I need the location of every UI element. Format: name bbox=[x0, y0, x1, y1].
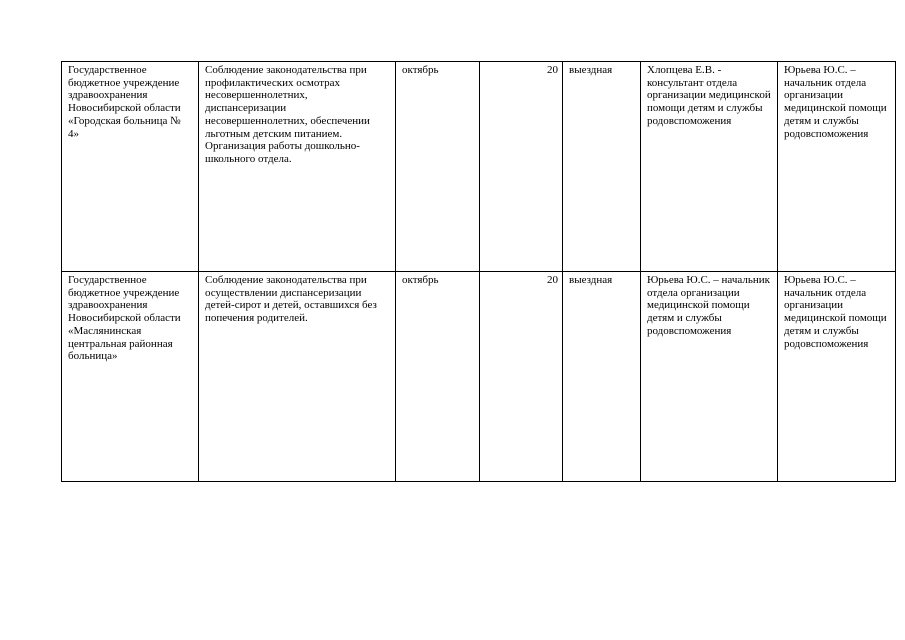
organization-text: Государственное бюджетное учреждение здравоохранения Новосибирской области «Городская больница № 4» bbox=[68, 64, 181, 140]
inspector-cell bbox=[641, 272, 778, 482]
form-text: выездная bbox=[569, 274, 613, 286]
form-cell bbox=[563, 62, 641, 272]
inspector-text: Хлопцева Е.В. - консультант отдела организации медицинской помощи детям и службы родовспоможения bbox=[647, 64, 771, 127]
days-cell bbox=[480, 272, 563, 482]
organization-cell bbox=[62, 62, 199, 272]
form-text: выездная bbox=[569, 64, 613, 76]
days-text: 20 bbox=[547, 64, 558, 76]
subject-text: Соблюдение законодательства при профилактических осмотрах несовершеннолетних, диспансеризации несовершеннолетних, обеспечении льготным детским питанием. bbox=[205, 64, 370, 140]
month-cell bbox=[396, 272, 480, 482]
subject-cell bbox=[199, 62, 396, 272]
organization-cell bbox=[62, 272, 199, 482]
subject-cell bbox=[199, 272, 396, 482]
days-text: 20 bbox=[547, 274, 558, 286]
inspection-plan-table bbox=[61, 61, 896, 482]
form-cell bbox=[563, 272, 641, 482]
organization-text: Государственное бюджетное учреждение здравоохранения Новосибирской области «Маслянинская центральная районная больница» bbox=[68, 274, 181, 363]
month-text: октябрь bbox=[402, 64, 439, 76]
inspector-text: Юрьева Ю.С. – начальник отдела организации медицинской помощи детям и службы родовспоможения bbox=[647, 274, 770, 337]
month-cell bbox=[396, 62, 480, 272]
subject-text: Соблюдение законодательства при осуществлении диспансеризации детей-сирот и детей, оставшихся без попечения родителей. bbox=[205, 274, 377, 325]
table-row bbox=[62, 272, 896, 482]
subject-text-extra: Организация работы дошкольно-школьного отдела. bbox=[205, 140, 360, 165]
table-row bbox=[62, 62, 896, 272]
days-cell bbox=[480, 62, 563, 272]
responsible-cell bbox=[778, 62, 896, 272]
month-text: октябрь bbox=[402, 274, 439, 286]
inspector-cell bbox=[641, 62, 778, 272]
responsible-text: Юрьева Ю.С. – начальник отдела организации медицинской помощи детям и службы родовспоможения bbox=[784, 64, 887, 140]
responsible-text: Юрьева Ю.С. – начальник отдела организации медицинской помощи детям и службы родовспоможения bbox=[784, 274, 887, 350]
responsible-cell bbox=[778, 272, 896, 482]
